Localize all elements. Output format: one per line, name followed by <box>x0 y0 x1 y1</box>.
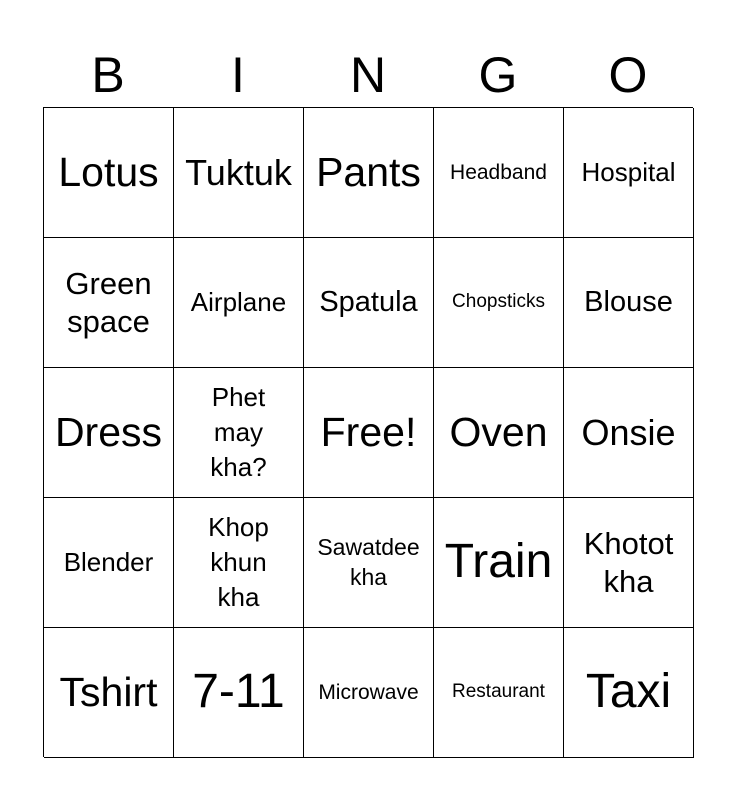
bingo-cell-n1[interactable]: Pants <box>304 108 434 238</box>
bingo-cell-n2[interactable]: Spatula <box>304 238 434 368</box>
bingo-cell-o5[interactable]: Taxi <box>564 628 694 758</box>
bingo-cell-i2[interactable]: Airplane <box>174 238 304 368</box>
bingo-cell-o1[interactable]: Hospital <box>564 108 694 238</box>
bingo-cell-g3[interactable]: Oven <box>434 368 564 498</box>
bingo-header <box>43 44 693 106</box>
bingo-cell-o3[interactable]: Onsie <box>564 368 694 498</box>
header-letter-g: G <box>478 47 518 103</box>
header-letter-n: N <box>349 47 387 103</box>
bingo-cell-o2[interactable]: Blouse <box>564 238 694 368</box>
bingo-cell-g2[interactable]: Chopsticks <box>434 238 564 368</box>
header-letter-o: O <box>608 47 648 103</box>
bingo-cell-i1[interactable]: Tuktuk <box>174 108 304 238</box>
bingo-cell-g1[interactable]: Headband <box>434 108 564 238</box>
bingo-cell-b1[interactable]: Lotus <box>44 108 174 238</box>
bingo-board <box>43 107 693 757</box>
bingo-cell-i4[interactable]: Khop khun kha <box>174 498 304 628</box>
bingo-cell-n5[interactable]: Microwave <box>304 628 434 758</box>
bingo-cell-i3[interactable]: Phet may kha? <box>174 368 304 498</box>
header-letter-b: B <box>91 47 125 103</box>
bingo-cell-g4[interactable]: Train <box>434 498 564 628</box>
bingo-cell-g5[interactable]: Restaurant <box>434 628 564 758</box>
bingo-cell-n3-free[interactable]: Free! <box>304 368 434 498</box>
bingo-cell-b5[interactable]: Tshirt <box>44 628 174 758</box>
bingo-cell-n4[interactable]: Sawatdee kha <box>304 498 434 628</box>
bingo-cell-b3[interactable]: Dress <box>44 368 174 498</box>
bingo-cell-b2[interactable]: Green space <box>44 238 174 368</box>
bingo-cell-i5[interactable]: 7-11 <box>174 628 304 758</box>
header-letter-i: I <box>231 47 245 103</box>
bingo-cell-b4[interactable]: Blender <box>44 498 174 628</box>
bingo-cell-o4[interactable]: Khotot kha <box>564 498 694 628</box>
